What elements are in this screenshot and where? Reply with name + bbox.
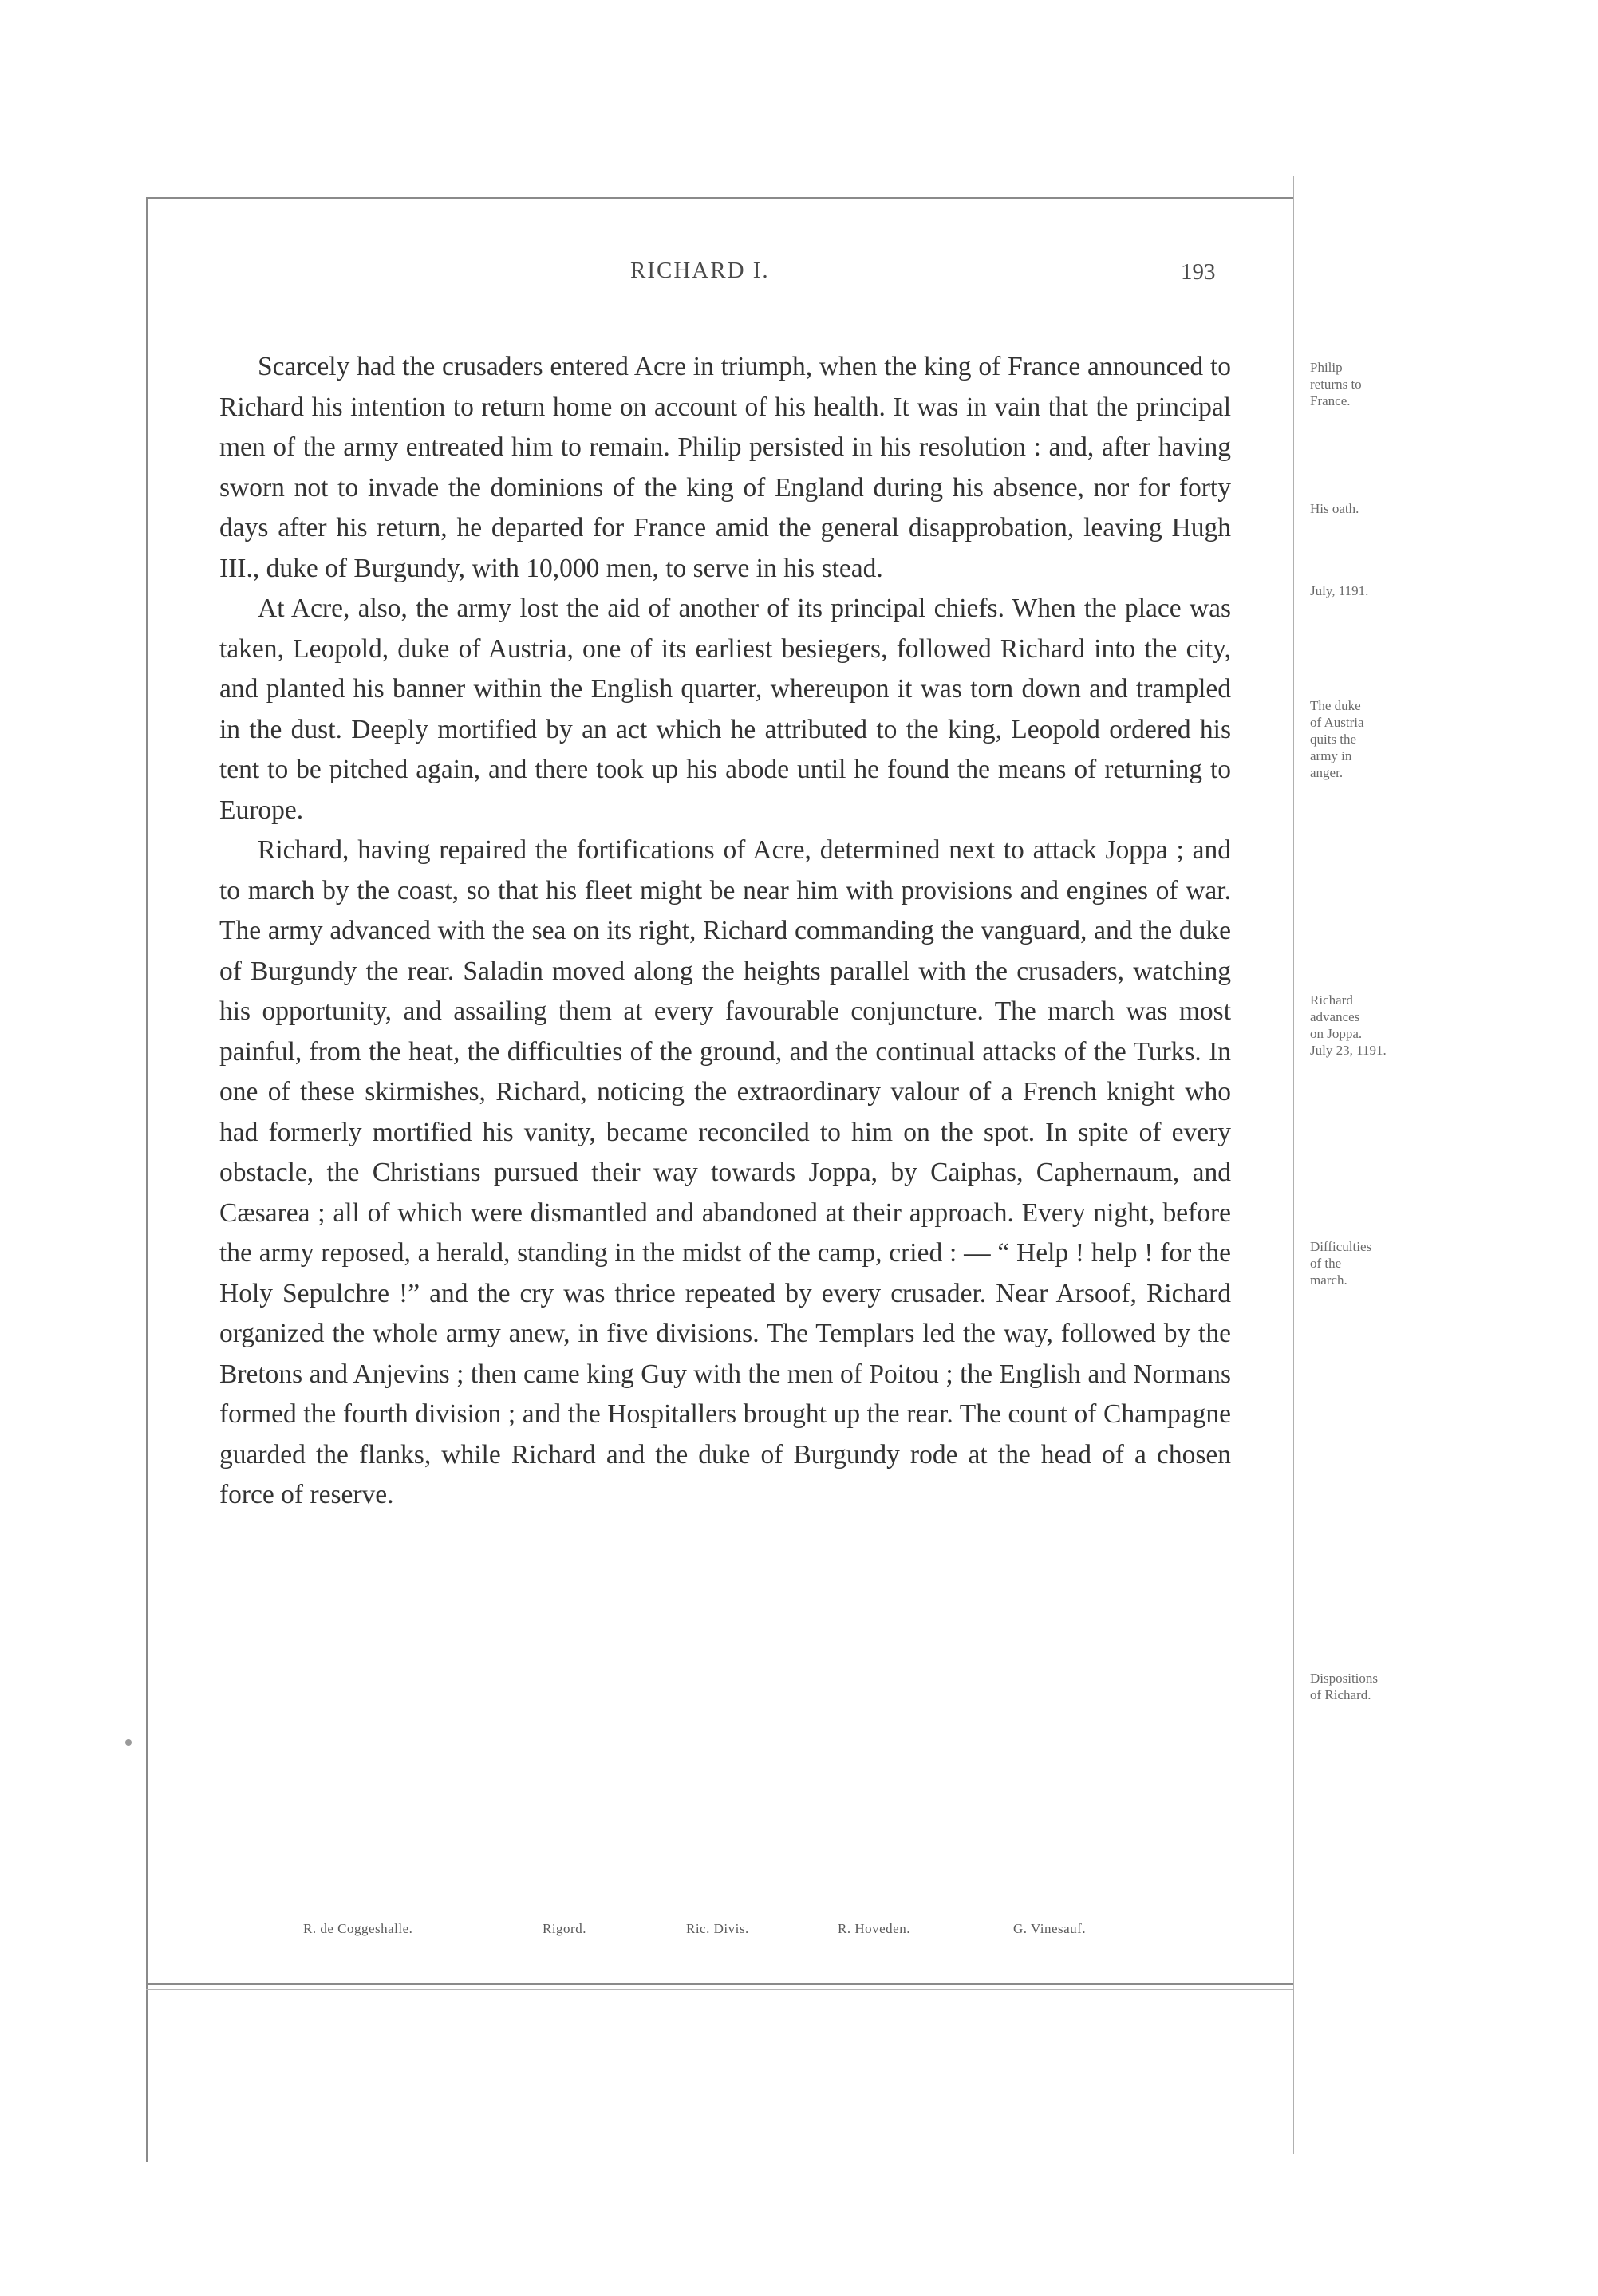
sidenote-line: of the bbox=[1310, 1256, 1342, 1271]
sidenote-line: France. bbox=[1310, 393, 1351, 408]
sidenote-line: His oath. bbox=[1310, 501, 1359, 516]
frame-rule-left bbox=[146, 197, 148, 2162]
sidenote-line: Difficulties bbox=[1310, 1239, 1372, 1254]
source-citation: R. Hoveden. bbox=[838, 1921, 910, 1936]
sidenote-line: anger. bbox=[1310, 765, 1344, 780]
paragraph: Scarcely had the crusaders entered Acre in triumph, when the king of France announced to Richard his intention to return home on account of his health. It was in vain that the principal men of the army entreated him to remain. Philip persisted in his resolution : and, after having sworn not to invade the dominions of the king of England during his absence, nor for forty days after his return, he departed for France amid the general disapprobation, leaving Hugh III., duke of Burgundy, with 10,000 men, to serve in his stead. bbox=[219, 352, 1231, 583]
sidenote-line: on Joppa. bbox=[1310, 1026, 1363, 1041]
ink-smudge bbox=[125, 1739, 132, 1746]
sidenote-line: returns to bbox=[1310, 377, 1362, 392]
sidenote-line: July, 1191. bbox=[1310, 583, 1369, 598]
sidenote-difficulties bbox=[1310, 1238, 1406, 1288]
frame-rule-right bbox=[1293, 176, 1294, 2154]
body-text bbox=[219, 347, 1231, 1516]
sidenote-dispositions bbox=[1310, 1670, 1406, 1703]
source-citation: R. de Coggeshalle. bbox=[303, 1921, 413, 1936]
paragraph: At Acre, also, the army lost the aid of another of its principal chiefs. When the place was taken, Leopold, duke of Austria, one of its earliest besiegers, followed Richard into the city, and planted his banner within the English quarter, whereupon it was torn down and trampled in the dust. Deeply mortified by an act which he attributed to the king, Leopold ordered his tent to be pitched again, and there took up his abode until he found the means of returning to Europe. bbox=[219, 594, 1231, 825]
frame-rule-top bbox=[146, 197, 1293, 199]
sidenote-line: Philip bbox=[1310, 360, 1343, 375]
sidenote-duke-of-austria bbox=[1310, 697, 1406, 781]
sidenote-line: army in bbox=[1310, 748, 1352, 763]
page-number: 193 bbox=[1181, 259, 1216, 285]
source-citation: G. Vinesauf. bbox=[1013, 1921, 1087, 1936]
sidenote-line: march. bbox=[1310, 1272, 1347, 1288]
sidenote-richard-advances bbox=[1310, 992, 1406, 1059]
frame-rule-bottom bbox=[146, 1983, 1293, 1985]
running-head: RICHARD I. bbox=[630, 258, 770, 283]
sidenote-line: Dispositions bbox=[1310, 1671, 1379, 1686]
source-citation: Rigord. bbox=[543, 1921, 586, 1936]
sidenote-line: July 23, 1191. bbox=[1310, 1043, 1387, 1058]
sidenote-line: advances bbox=[1310, 1009, 1360, 1024]
sidenote-line: quits the bbox=[1310, 732, 1357, 747]
paragraph: Richard, having repaired the fortifications of Acre, determined next to attack Joppa ; and to march by the coast, so that his fleet might be near him with provisions and engines of war. The army advanced with the sea on its right, Richard commanding the vanguard, and the duke of Burgundy the rear. Saladin moved along the heights parallel with the crusaders, watching his opportunity, and assailing them at every favourable conjuncture. The march was most painful, from the heat, the difficulties of the ground, and the continual attacks of the Turks. In one of these skirmishes, Richard, noticing the extraordinary valour of a French knight who had formerly mortified his vanity, became reconciled to him on the spot. In spite of every obstacle, the Christians pursued their way towards Joppa, by Caiphas, Caphernaum, and Cæsarea ; all of which were dismantled and abandoned at their approach. Every night, before the army reposed, a herald, standing in the midst of the camp, cried : — “ Help ! help ! for the Holy Sepulchre !” and the cry was thrice repeated by every crusader. Near Arsoof, Richard organized the whole army anew, in five divisions. The Templars led the way, followed by the Bretons and Anjevins ; then came king Guy with the men of Poitou ; the English and Normans formed the fourth division ; and the Hospitallers brought up the rear. The count of Champagne guarded the flanks, while Richard and the duke of Burgundy rode at the head of a chosen force of reserve. bbox=[219, 835, 1231, 1509]
sidenote-line: of Austria bbox=[1310, 715, 1364, 730]
frame-rule-bottom-inner bbox=[146, 1989, 1293, 1990]
sidenote-his-oath bbox=[1310, 500, 1406, 517]
sidenote-philip-returns bbox=[1310, 359, 1406, 409]
sidenote-line: The duke bbox=[1310, 698, 1361, 713]
source-citation: Ric. Divis. bbox=[686, 1921, 749, 1936]
sidenote-line: Richard bbox=[1310, 992, 1353, 1008]
sidenote-july-1191 bbox=[1310, 582, 1406, 599]
source-citations bbox=[303, 1921, 1181, 1937]
sidenote-line: of Richard. bbox=[1310, 1687, 1371, 1702]
